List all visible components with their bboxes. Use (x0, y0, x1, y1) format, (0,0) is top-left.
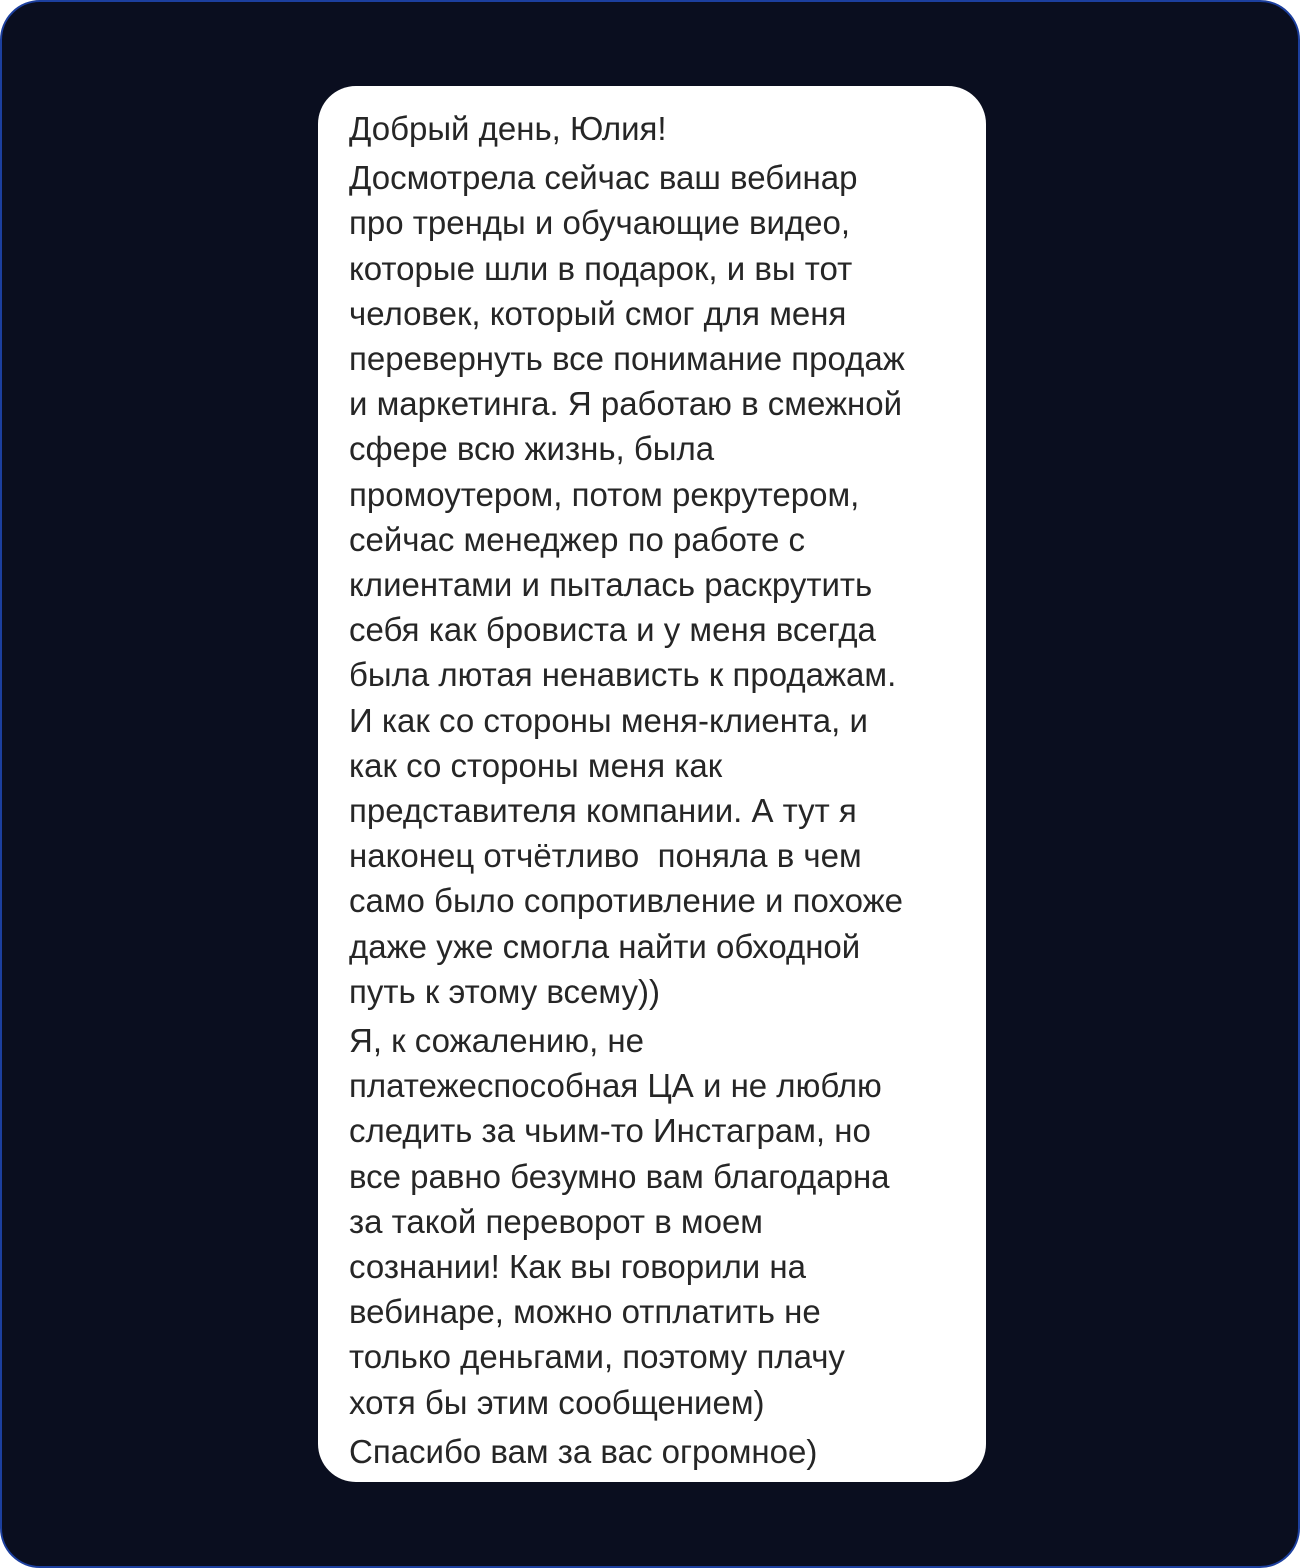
message-line: даже уже смогла найти обходной (349, 927, 861, 965)
message-text (349, 106, 966, 1474)
message-line: Спасибо вам за вас огромное) (349, 1432, 818, 1470)
message-line: перевернуть все понимание продаж (349, 340, 905, 378)
message-line: представителя компании. А тут я (349, 792, 857, 830)
message-line: себя как бровиста и у меня всегда (349, 611, 876, 649)
message-line: хотя бы этим сообщением) (349, 1383, 765, 1421)
message-line: само было сопротивление и похоже (349, 882, 904, 920)
message-line: которые шли в подарок, и вы тот (349, 249, 853, 287)
message-line: про тренды и обучающие видео, (349, 204, 851, 242)
message-line: Я, к сожалению, не (349, 1022, 644, 1060)
message-line: только деньгами, поэтому плачу (349, 1338, 845, 1376)
message-line: сфере всю жизнь, была (349, 430, 715, 468)
message-paragraph (349, 1429, 966, 1474)
message-line: вебинаре, можно отплатить не (349, 1293, 821, 1331)
message-line: все равно безумно вам благодарна (349, 1157, 890, 1195)
message-line: за такой переворот в моем (349, 1202, 763, 1240)
message-line: путь к этому всему)) (349, 972, 660, 1010)
message-line: как со стороны меня как (349, 746, 723, 784)
message-line: промоутером, потом рекрутером, (349, 475, 860, 513)
message-paragraph (349, 1018, 966, 1425)
message-bubble (318, 86, 986, 1482)
message-line: наконец отчётливо поняла в чем (349, 837, 862, 875)
message-line: была лютая ненависть к продажам. (349, 656, 897, 694)
message-line: И как со стороны меня-клиента, и (349, 701, 868, 739)
message-paragraph (349, 155, 966, 1014)
message-line: сознании! Как вы говорили на (349, 1248, 806, 1286)
message-line: сейчас менеджер по работе с (349, 520, 805, 558)
message-paragraph (349, 106, 966, 151)
message-line: Досмотрела сейчас ваш вебинар (349, 159, 858, 197)
message-line: и маркетинга. Я работаю в смежной (349, 385, 903, 423)
message-line: клиентами и пыталась раскрутить (349, 566, 873, 604)
message-line: Добрый день, Юлия! (349, 110, 667, 147)
message-line: платежеспособная ЦА и не люблю (349, 1067, 882, 1105)
message-line: человек, который смог для меня (349, 294, 847, 332)
message-line: следить за чьим-то Инстаграм, но (349, 1112, 871, 1150)
